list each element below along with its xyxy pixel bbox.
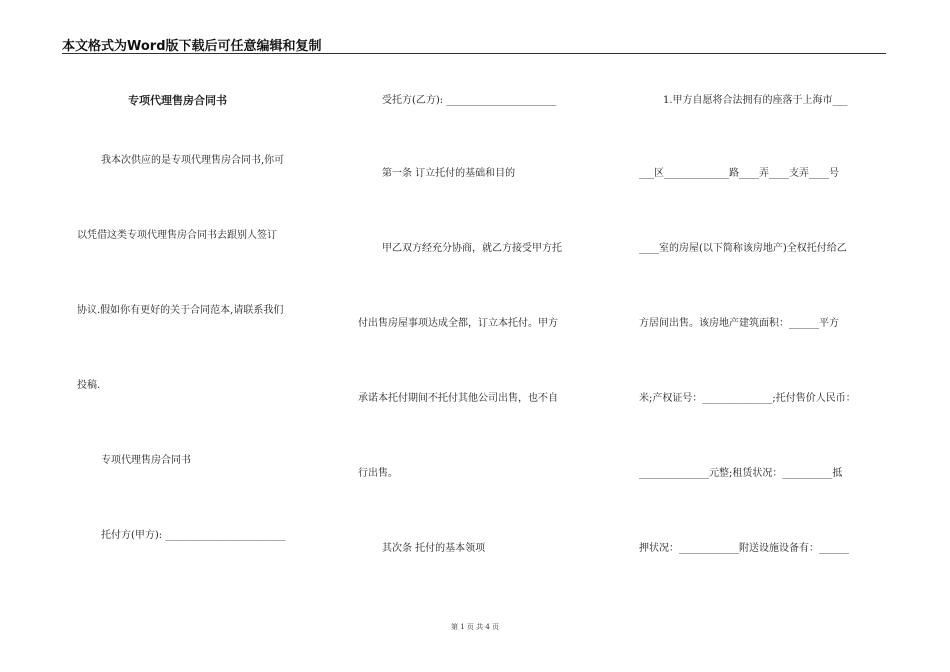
document-header bbox=[62, 33, 886, 54]
clause-1-line-2: ___区_____________路____弄____支弄____号 bbox=[639, 168, 839, 179]
page-number: 第 1 页 共 4 页 bbox=[450, 623, 500, 631]
clause-1-line-4: 方居间出售。该房地产建筑面积：______平方 bbox=[639, 318, 839, 329]
contract-title: 专项代理售房合同书 bbox=[128, 94, 227, 107]
subtitle: 专项代理售房合同书 bbox=[101, 455, 191, 466]
article-2-heading: 其次条 托付的基本领项 bbox=[382, 543, 486, 554]
intro-line-2: 以凭借这类专项代理售房合同书去跟别人签订 bbox=[77, 230, 277, 241]
article-1-line-2: 付出售房屋事项达成全都，订立本托付。甲方 bbox=[358, 318, 558, 329]
article-1-line-4: 行出售。 bbox=[358, 468, 398, 479]
party-b-line: 受托方(乙方): ______________________ bbox=[382, 95, 557, 106]
article-1-line-1: 甲乙双方经充分协商，就乙方接受甲方托 bbox=[382, 243, 562, 254]
clause-1-line-5: 米;产权证号：______________;托付售价人民币： bbox=[639, 393, 856, 404]
clause-1-line-6: ______________元整;租赁状况：__________抵 bbox=[639, 468, 843, 479]
party-a-line: 托付方(甲方): ________________________ bbox=[101, 530, 286, 541]
intro-line-4: 投稿. bbox=[77, 380, 101, 391]
clause-1-line-3: ____室的房屋(以下简称该房地产)全权托付给乙 bbox=[639, 243, 847, 254]
header-title: 本文格式为Word版下载后可任意编辑和复制 bbox=[62, 39, 322, 54]
article-1-heading: 第一条 订立托付的基础和目的 bbox=[382, 168, 516, 179]
intro-line-1: 我本次供应的是专项代理售房合同书,你可 bbox=[101, 155, 285, 166]
clause-1-line-7: 押状况：____________附送设施设备有：______ bbox=[639, 543, 849, 554]
article-1-line-3: 承诺本托付期间不托付其他公司出售，也不自 bbox=[358, 393, 558, 404]
clause-1-line-1: 1.甲方自愿将合法拥有的座落于上海市___ bbox=[663, 95, 848, 106]
intro-line-3: 协议.假如你有更好的关于合同范本,请联系我们 bbox=[77, 305, 284, 316]
